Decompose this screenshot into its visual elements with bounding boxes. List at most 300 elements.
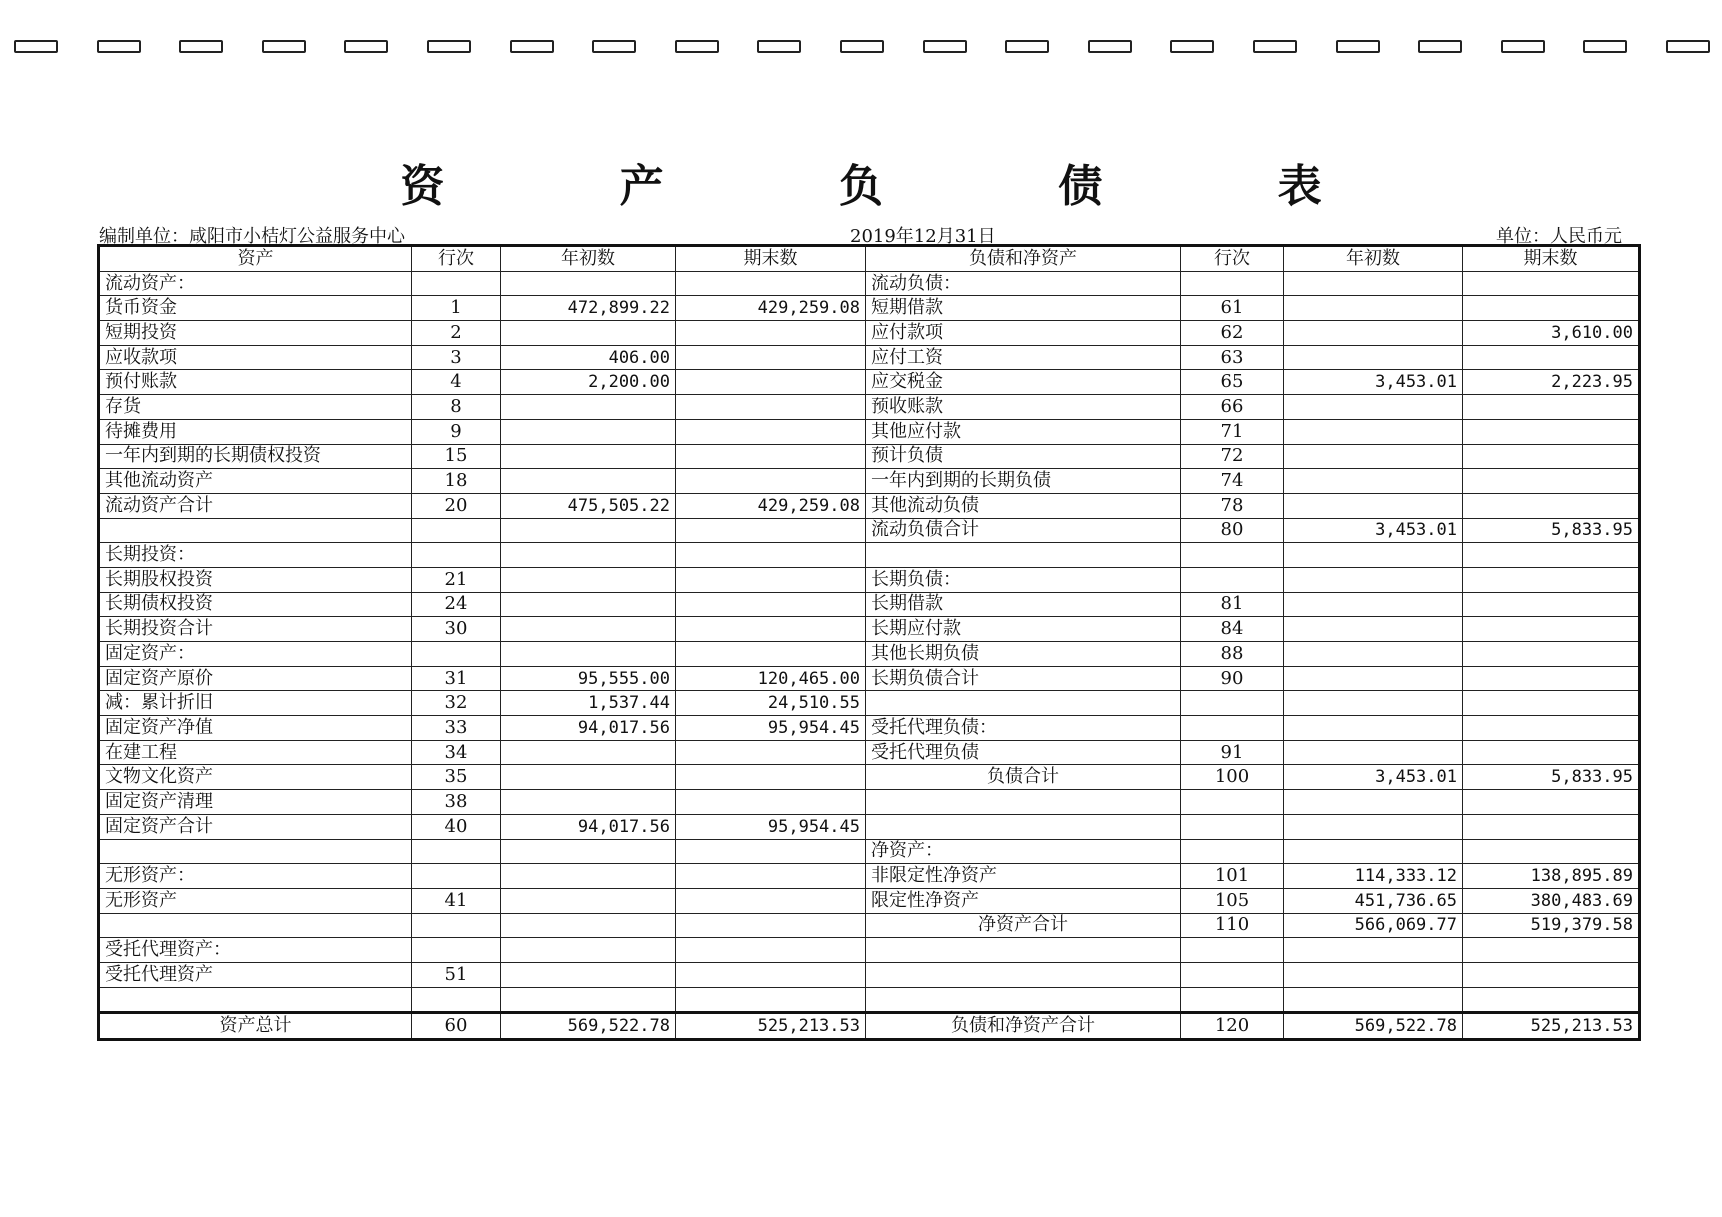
asset-end-amount — [676, 567, 866, 592]
table-row — [99, 740, 1640, 765]
liability-end-amount — [1463, 814, 1640, 839]
asset-line-no: 1 — [412, 296, 501, 321]
liability-item: 长期应付款 — [866, 617, 1181, 642]
liability-line-no — [1181, 790, 1284, 815]
total-liab-end: 525,213.53 — [1463, 1013, 1640, 1040]
liability-line-no: 65 — [1181, 370, 1284, 395]
perforation-hole — [179, 40, 223, 53]
table-row — [99, 493, 1640, 518]
asset-begin-amount: 94,017.56 — [501, 716, 676, 741]
asset-item: 货币资金 — [99, 296, 412, 321]
liability-item: 限定性净资产 — [866, 888, 1181, 913]
table-row — [99, 271, 1640, 296]
asset-end-amount — [676, 395, 866, 420]
liability-item: 负债合计 — [866, 765, 1181, 790]
perforation-hole — [840, 40, 884, 53]
asset-item: 在建工程 — [99, 740, 412, 765]
perforation-hole — [592, 40, 636, 53]
asset-item: 固定资产： — [99, 642, 412, 667]
table-row — [99, 790, 1640, 815]
liability-end-amount — [1463, 790, 1640, 815]
asset-line-no: 3 — [412, 345, 501, 370]
asset-line-no: 20 — [412, 493, 501, 518]
asset-begin-amount — [501, 642, 676, 667]
table-row — [99, 642, 1640, 667]
page-title: 资 产 负 债 表 — [400, 161, 1402, 212]
total-assets-begin: 569,522.78 — [501, 1013, 676, 1040]
liability-line-no: 84 — [1181, 617, 1284, 642]
liability-item: 受托代理负债： — [866, 716, 1181, 741]
asset-item: 固定资产合计 — [99, 814, 412, 839]
liability-line-no: 90 — [1181, 666, 1284, 691]
liability-line-no: 71 — [1181, 419, 1284, 444]
liability-item: 一年内到期的长期负债 — [866, 469, 1181, 494]
liability-begin-amount — [1284, 839, 1463, 864]
asset-begin-amount — [501, 790, 676, 815]
liability-begin-amount — [1284, 321, 1463, 346]
asset-line-no: 31 — [412, 666, 501, 691]
asset-item: 受托代理资产 — [99, 962, 412, 987]
asset-end-amount — [676, 740, 866, 765]
perforation-hole — [1253, 40, 1297, 53]
asset-end-amount — [676, 839, 866, 864]
liability-end-amount: 380,483.69 — [1463, 888, 1640, 913]
asset-begin-amount: 94,017.56 — [501, 814, 676, 839]
liability-begin-amount — [1284, 296, 1463, 321]
liability-item — [866, 814, 1181, 839]
total-assets-line: 60 — [412, 1013, 501, 1040]
liability-item: 应交税金 — [866, 370, 1181, 395]
liability-end-amount — [1463, 839, 1640, 864]
asset-end-amount: 429,259.08 — [676, 296, 866, 321]
liability-end-amount — [1463, 345, 1640, 370]
liability-begin-amount: 451,736.65 — [1284, 888, 1463, 913]
asset-line-no: 38 — [412, 790, 501, 815]
asset-end-amount — [676, 469, 866, 494]
asset-line-no: 8 — [412, 395, 501, 420]
perforation-hole — [1005, 40, 1049, 53]
asset-line-no: 33 — [412, 716, 501, 741]
liability-item: 受托代理负债 — [866, 740, 1181, 765]
asset-end-amount: 95,954.45 — [676, 814, 866, 839]
liability-item — [866, 790, 1181, 815]
asset-line-no: 40 — [412, 814, 501, 839]
asset-end-amount — [676, 592, 866, 617]
perforation-hole — [1088, 40, 1132, 53]
asset-begin-amount — [501, 864, 676, 889]
asset-begin-amount — [501, 395, 676, 420]
asset-begin-amount — [501, 321, 676, 346]
asset-end-amount — [676, 913, 866, 938]
perforation-hole — [427, 40, 471, 53]
asset-item: 流动资产合计 — [99, 493, 412, 518]
col-header: 负债和净资产 — [866, 246, 1181, 272]
liability-line-no: 78 — [1181, 493, 1284, 518]
liability-end-amount — [1463, 962, 1640, 987]
liability-line-no — [1181, 543, 1284, 568]
asset-item — [99, 987, 412, 1013]
perforation-hole — [344, 40, 388, 53]
table-row — [99, 987, 1640, 1013]
liability-line-no: 88 — [1181, 642, 1284, 667]
asset-begin-amount — [501, 271, 676, 296]
asset-line-no — [412, 271, 501, 296]
liability-begin-amount — [1284, 395, 1463, 420]
perforation-hole — [675, 40, 719, 53]
liability-line-no: 62 — [1181, 321, 1284, 346]
asset-end-amount — [676, 790, 866, 815]
table-row — [99, 617, 1640, 642]
liability-item: 净资产合计 — [866, 913, 1181, 938]
asset-end-amount — [676, 642, 866, 667]
currency-unit: 单位：人民币元 — [1496, 226, 1622, 247]
liability-item: 流动负债合计 — [866, 518, 1181, 543]
asset-item: 受托代理资产： — [99, 938, 412, 963]
col-header: 期末数 — [676, 246, 866, 272]
liability-item — [866, 938, 1181, 963]
liability-end-amount — [1463, 938, 1640, 963]
asset-line-no: 15 — [412, 444, 501, 469]
perforation-hole — [1501, 40, 1545, 53]
liability-begin-amount — [1284, 814, 1463, 839]
liability-begin-amount — [1284, 617, 1463, 642]
asset-begin-amount — [501, 839, 676, 864]
asset-line-no: 41 — [412, 888, 501, 913]
liability-end-amount: 2,223.95 — [1463, 370, 1640, 395]
table-row — [99, 814, 1640, 839]
liability-end-amount — [1463, 444, 1640, 469]
asset-line-no — [412, 987, 501, 1013]
total-assets-end: 525,213.53 — [676, 1013, 866, 1040]
liability-end-amount — [1463, 691, 1640, 716]
liability-line-no — [1181, 839, 1284, 864]
table-row — [99, 469, 1640, 494]
asset-item: 固定资产净值 — [99, 716, 412, 741]
liability-line-no — [1181, 962, 1284, 987]
asset-item: 短期投资 — [99, 321, 412, 346]
liability-begin-amount: 566,069.77 — [1284, 913, 1463, 938]
asset-end-amount — [676, 888, 866, 913]
liability-end-amount — [1463, 642, 1640, 667]
liability-line-no: 80 — [1181, 518, 1284, 543]
perforation-hole — [1583, 40, 1627, 53]
header-row — [99, 246, 1640, 272]
liability-end-amount — [1463, 419, 1640, 444]
liability-item: 长期负债合计 — [866, 666, 1181, 691]
liability-line-no: 63 — [1181, 345, 1284, 370]
liability-item: 预计负债 — [866, 444, 1181, 469]
perforation-hole — [262, 40, 306, 53]
asset-line-no — [412, 938, 501, 963]
liability-begin-amount — [1284, 567, 1463, 592]
col-header: 行次 — [412, 246, 501, 272]
liability-end-amount — [1463, 296, 1640, 321]
total-assets-label: 资产总计 — [99, 1013, 412, 1040]
asset-item: 减：累计折旧 — [99, 691, 412, 716]
liability-item: 其他流动负债 — [866, 493, 1181, 518]
asset-end-amount — [676, 370, 866, 395]
liability-end-amount — [1463, 271, 1640, 296]
liability-line-no: 61 — [1181, 296, 1284, 321]
asset-item: 长期股权投资 — [99, 567, 412, 592]
asset-end-amount — [676, 271, 866, 296]
asset-begin-amount — [501, 888, 676, 913]
asset-item: 无形资产 — [99, 888, 412, 913]
balance-sheet-table — [97, 244, 1641, 1041]
asset-line-no: 21 — [412, 567, 501, 592]
liability-begin-amount — [1284, 642, 1463, 667]
col-header: 行次 — [1181, 246, 1284, 272]
table-row — [99, 839, 1640, 864]
liability-end-amount — [1463, 666, 1640, 691]
table-row — [99, 888, 1640, 913]
asset-end-amount — [676, 444, 866, 469]
asset-line-no: 18 — [412, 469, 501, 494]
asset-line-no: 51 — [412, 962, 501, 987]
asset-begin-amount — [501, 567, 676, 592]
liability-line-no: 66 — [1181, 395, 1284, 420]
liability-begin-amount: 3,453.01 — [1284, 370, 1463, 395]
asset-begin-amount — [501, 617, 676, 642]
asset-item: 长期投资： — [99, 543, 412, 568]
col-header: 资产 — [99, 246, 412, 272]
liability-end-amount: 3,610.00 — [1463, 321, 1640, 346]
asset-item: 固定资产清理 — [99, 790, 412, 815]
total-row — [99, 1013, 1640, 1040]
table-row — [99, 864, 1640, 889]
liability-line-no — [1181, 814, 1284, 839]
table-row — [99, 444, 1640, 469]
liability-item: 长期借款 — [866, 592, 1181, 617]
liability-begin-amount: 3,453.01 — [1284, 518, 1463, 543]
liability-begin-amount — [1284, 740, 1463, 765]
total-liab-line: 120 — [1181, 1013, 1284, 1040]
asset-begin-amount: 1,537.44 — [501, 691, 676, 716]
liability-line-no — [1181, 938, 1284, 963]
liability-begin-amount — [1284, 987, 1463, 1013]
liability-line-no — [1181, 691, 1284, 716]
liability-end-amount — [1463, 987, 1640, 1013]
perforation-strip — [0, 40, 1722, 60]
liability-line-no: 72 — [1181, 444, 1284, 469]
liability-begin-amount — [1284, 666, 1463, 691]
asset-end-amount: 95,954.45 — [676, 716, 866, 741]
liability-item — [866, 543, 1181, 568]
asset-end-amount — [676, 543, 866, 568]
liability-begin-amount — [1284, 938, 1463, 963]
asset-item: 其他流动资产 — [99, 469, 412, 494]
liability-line-no: 81 — [1181, 592, 1284, 617]
table-row — [99, 765, 1640, 790]
asset-item: 文物文化资产 — [99, 765, 412, 790]
liability-item: 净资产： — [866, 839, 1181, 864]
col-header: 年初数 — [1284, 246, 1463, 272]
asset-line-no — [412, 518, 501, 543]
asset-end-amount — [676, 864, 866, 889]
asset-line-no — [412, 642, 501, 667]
liability-item: 应付工资 — [866, 345, 1181, 370]
asset-item: 流动资产： — [99, 271, 412, 296]
asset-item — [99, 839, 412, 864]
asset-begin-amount — [501, 740, 676, 765]
table-row — [99, 567, 1640, 592]
liability-begin-amount — [1284, 493, 1463, 518]
asset-end-amount — [676, 518, 866, 543]
asset-begin-amount — [501, 987, 676, 1013]
table-row — [99, 691, 1640, 716]
asset-begin-amount — [501, 592, 676, 617]
liability-end-amount — [1463, 740, 1640, 765]
asset-line-no: 24 — [412, 592, 501, 617]
asset-end-amount — [676, 321, 866, 346]
liability-line-no — [1181, 987, 1284, 1013]
table-row — [99, 518, 1640, 543]
liability-begin-amount — [1284, 271, 1463, 296]
liability-line-no: 74 — [1181, 469, 1284, 494]
perforation-hole — [97, 40, 141, 53]
asset-item: 长期投资合计 — [99, 617, 412, 642]
liability-begin-amount: 3,453.01 — [1284, 765, 1463, 790]
asset-line-no: 32 — [412, 691, 501, 716]
liability-end-amount — [1463, 716, 1640, 741]
liability-item: 非限定性净资产 — [866, 864, 1181, 889]
asset-line-no: 9 — [412, 419, 501, 444]
asset-end-amount: 24,510.55 — [676, 691, 866, 716]
liability-line-no: 110 — [1181, 913, 1284, 938]
perforation-hole — [757, 40, 801, 53]
liability-item: 流动负债： — [866, 271, 1181, 296]
asset-item: 应收款项 — [99, 345, 412, 370]
liability-end-amount — [1463, 567, 1640, 592]
liability-line-no — [1181, 567, 1284, 592]
asset-begin-amount: 95,555.00 — [501, 666, 676, 691]
org-label: 编制单位：咸阳市小桔灯公益服务中心 — [99, 226, 405, 247]
liability-item: 预收账款 — [866, 395, 1181, 420]
perforation-hole — [510, 40, 554, 53]
asset-begin-amount: 475,505.22 — [501, 493, 676, 518]
liability-line-no: 101 — [1181, 864, 1284, 889]
asset-end-amount — [676, 987, 866, 1013]
liability-end-amount: 5,833.95 — [1463, 518, 1640, 543]
asset-item: 固定资产原价 — [99, 666, 412, 691]
liability-begin-amount — [1284, 419, 1463, 444]
liability-end-amount — [1463, 543, 1640, 568]
liability-begin-amount — [1284, 962, 1463, 987]
asset-item: 无形资产： — [99, 864, 412, 889]
liability-begin-amount: 114,333.12 — [1284, 864, 1463, 889]
asset-begin-amount: 2,200.00 — [501, 370, 676, 395]
asset-end-amount: 120,465.00 — [676, 666, 866, 691]
liability-item — [866, 691, 1181, 716]
liability-end-amount — [1463, 617, 1640, 642]
asset-begin-amount — [501, 419, 676, 444]
asset-end-amount — [676, 419, 866, 444]
perforation-hole — [1170, 40, 1214, 53]
liability-item: 其他应付款 — [866, 419, 1181, 444]
liability-begin-amount — [1284, 592, 1463, 617]
liability-item — [866, 962, 1181, 987]
liability-begin-amount — [1284, 716, 1463, 741]
asset-item: 存货 — [99, 395, 412, 420]
asset-line-no: 4 — [412, 370, 501, 395]
asset-end-amount — [676, 617, 866, 642]
asset-line-no: 34 — [412, 740, 501, 765]
liability-end-amount — [1463, 592, 1640, 617]
liability-end-amount — [1463, 493, 1640, 518]
table-row — [99, 345, 1640, 370]
table-row — [99, 592, 1640, 617]
asset-begin-amount — [501, 469, 676, 494]
table-row — [99, 419, 1640, 444]
asset-line-no — [412, 913, 501, 938]
asset-line-no — [412, 543, 501, 568]
asset-line-no: 2 — [412, 321, 501, 346]
table-row — [99, 543, 1640, 568]
liability-end-amount: 138,895.89 — [1463, 864, 1640, 889]
asset-line-no — [412, 864, 501, 889]
col-header: 期末数 — [1463, 246, 1640, 272]
liability-begin-amount — [1284, 691, 1463, 716]
table-row — [99, 370, 1640, 395]
perforation-hole — [1336, 40, 1380, 53]
perforation-hole — [923, 40, 967, 53]
liability-end-amount: 519,379.58 — [1463, 913, 1640, 938]
perforation-hole — [1418, 40, 1462, 53]
asset-begin-amount: 472,899.22 — [501, 296, 676, 321]
asset-begin-amount — [501, 962, 676, 987]
asset-end-amount — [676, 765, 866, 790]
table-row — [99, 666, 1640, 691]
perforation-hole — [14, 40, 58, 53]
table-row — [99, 913, 1640, 938]
asset-end-amount: 429,259.08 — [676, 493, 866, 518]
asset-item: 长期债权投资 — [99, 592, 412, 617]
liability-end-amount: 5,833.95 — [1463, 765, 1640, 790]
liability-item: 长期负债： — [866, 567, 1181, 592]
total-liab-begin: 569,522.78 — [1284, 1013, 1463, 1040]
table-row — [99, 321, 1640, 346]
asset-begin-amount: 406.00 — [501, 345, 676, 370]
liability-item: 其他长期负债 — [866, 642, 1181, 667]
asset-item: 预付账款 — [99, 370, 412, 395]
asset-line-no — [412, 839, 501, 864]
liability-end-amount — [1463, 395, 1640, 420]
asset-begin-amount — [501, 765, 676, 790]
table-row — [99, 716, 1640, 741]
asset-begin-amount — [501, 444, 676, 469]
liability-item — [866, 987, 1181, 1013]
asset-begin-amount — [501, 913, 676, 938]
table-row — [99, 938, 1640, 963]
asset-item: 待摊费用 — [99, 419, 412, 444]
liability-line-no: 100 — [1181, 765, 1284, 790]
liability-begin-amount — [1284, 345, 1463, 370]
liability-item: 短期借款 — [866, 296, 1181, 321]
liability-end-amount — [1463, 469, 1640, 494]
liability-line-no: 105 — [1181, 888, 1284, 913]
col-header: 年初数 — [501, 246, 676, 272]
table-row — [99, 296, 1640, 321]
liability-item: 应付款项 — [866, 321, 1181, 346]
perforation-hole — [1666, 40, 1710, 53]
asset-end-amount — [676, 962, 866, 987]
report-date: 2019年12月31日 — [850, 226, 996, 247]
asset-begin-amount — [501, 518, 676, 543]
liability-begin-amount — [1284, 543, 1463, 568]
asset-line-no: 30 — [412, 617, 501, 642]
asset-line-no: 35 — [412, 765, 501, 790]
table-row — [99, 962, 1640, 987]
